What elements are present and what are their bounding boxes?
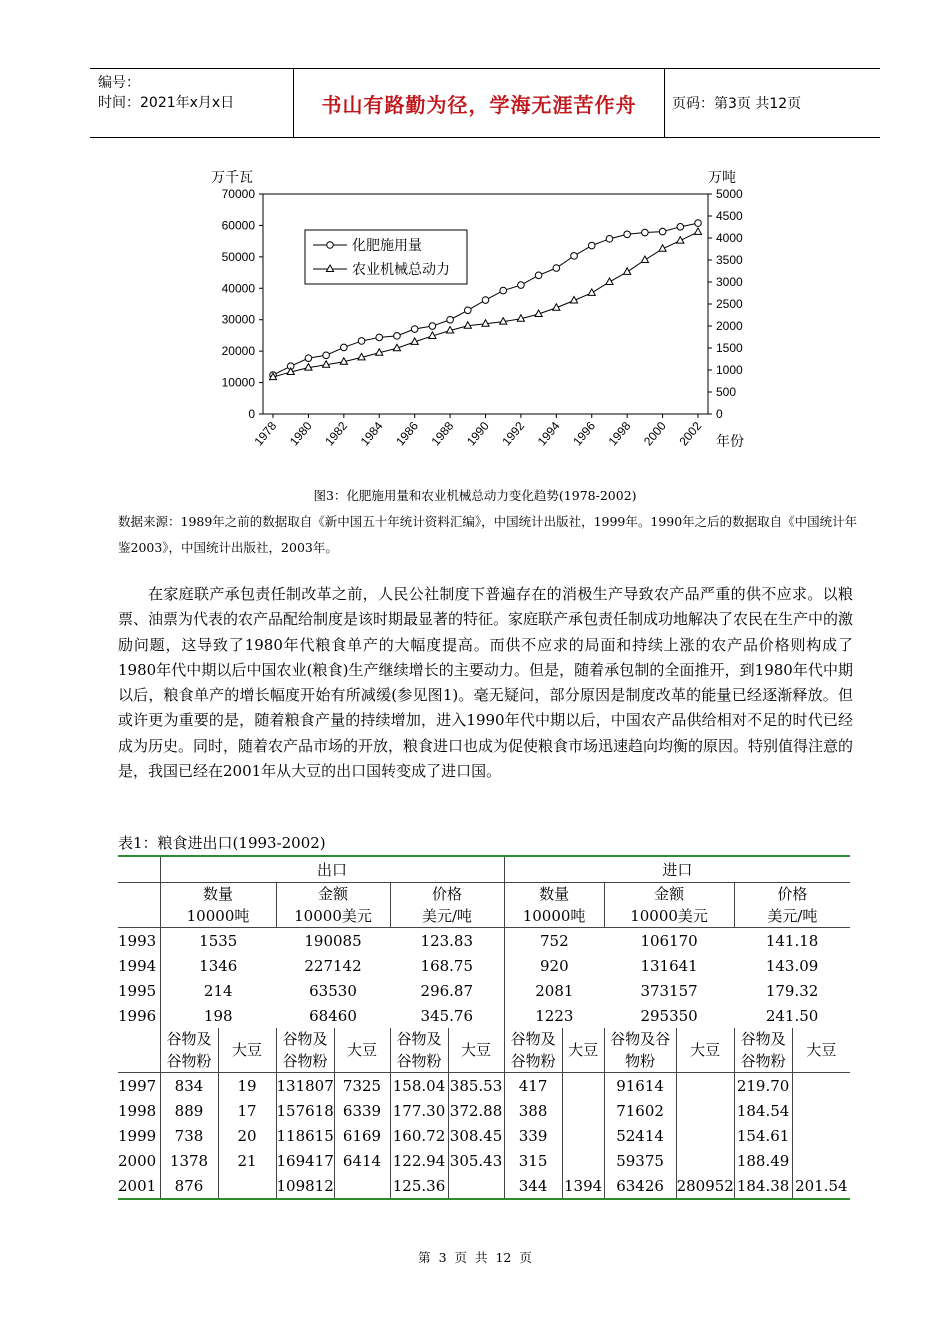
soy-header: 大豆 <box>562 1028 604 1073</box>
left-tick-label: 70000 <box>221 187 255 201</box>
year-cell: 1995 <box>118 981 157 1000</box>
x-axis-label: 年份 <box>716 433 744 449</box>
fertilizer-point <box>624 231 631 238</box>
cereal-header: 谷物及 谷物粉 <box>160 1028 218 1073</box>
value-cell: 889 <box>160 1098 218 1123</box>
export-price-header: 价格 美元/吨 <box>390 883 504 928</box>
fertilizer-point <box>376 334 383 341</box>
x-tick-label: 1978 <box>251 418 280 449</box>
fertilizer-point <box>695 220 702 227</box>
x-tick-label: 1980 <box>286 418 315 449</box>
right-axis-unit: 万吨 <box>708 169 736 185</box>
fertilizer-point <box>411 326 418 333</box>
value-cell <box>562 1123 604 1148</box>
fertilizer-point <box>394 333 401 340</box>
left-tick-label: 40000 <box>221 281 255 296</box>
table-subheader-row <box>118 883 850 928</box>
right-tick-label: 4500 <box>716 209 743 223</box>
value-cell: 154.61 <box>734 1123 792 1148</box>
x-tick-label: 1988 <box>428 418 457 449</box>
table-row <box>118 953 850 978</box>
year-cell: 1996 <box>118 1006 157 1025</box>
fertilizer-machinery-chart <box>200 162 760 480</box>
fertilizer-point <box>500 287 507 294</box>
value-cell: 68460 <box>309 1006 357 1025</box>
right-tick-label: 5000 <box>716 187 743 201</box>
right-tick-label: 3000 <box>716 275 743 289</box>
value-cell: 1346 <box>160 953 276 978</box>
value-cell: 1394 <box>562 1173 604 1199</box>
right-tick-label: 3500 <box>716 253 743 267</box>
value-cell: 63530 <box>309 981 357 1000</box>
machinery-point <box>641 256 648 263</box>
fertilizer-point <box>341 344 348 351</box>
value-cell <box>792 1123 850 1148</box>
fertilizer-point <box>588 242 595 249</box>
x-tick-label: 2000 <box>640 418 669 449</box>
left-tick-label: 10000 <box>221 375 255 390</box>
fertilizer-point <box>323 352 330 359</box>
x-tick-label: 1992 <box>499 418 528 449</box>
soy-header: 大豆 <box>334 1028 390 1073</box>
right-tick-label: 1000 <box>716 363 743 377</box>
x-tick-label: 1986 <box>393 418 421 449</box>
fertilizer-point <box>553 265 560 272</box>
value-cell <box>792 1098 850 1123</box>
value-cell <box>448 1173 504 1199</box>
value-cell: 241.50 <box>765 1006 819 1025</box>
cereal-header: 谷物及 谷物粉 <box>734 1028 792 1073</box>
value-cell: 184.54 <box>734 1098 792 1123</box>
value-cell: 280952 <box>676 1173 734 1199</box>
right-tick-label: 2500 <box>716 297 743 311</box>
x-tick-label: 2002 <box>676 418 705 449</box>
fertilizer-point <box>429 323 436 330</box>
time-label: 时间：2021年x月x日 <box>98 95 235 111</box>
export-qty-header: 数量 10000吨 <box>160 883 276 928</box>
soy-header: 大豆 <box>218 1028 276 1073</box>
table-split-header-row <box>118 1028 850 1073</box>
import-header: 进口 <box>504 856 850 883</box>
fertilizer-point <box>305 355 312 362</box>
value-cell: 296.87 <box>420 981 474 1000</box>
left-tick-label: 0 <box>248 407 255 421</box>
value-cell <box>562 1098 604 1123</box>
value-cell: 201.54 <box>792 1173 850 1199</box>
value-cell: 157618 <box>276 1098 334 1123</box>
value-cell: 17 <box>218 1098 276 1123</box>
export-amount-header: 金额 10000美元 <box>276 883 390 928</box>
value-cell: 834 <box>160 1073 218 1099</box>
value-cell: 125.36 <box>390 1173 448 1199</box>
value-cell: 1223 <box>504 1003 604 1028</box>
fertilizer-point <box>518 282 525 289</box>
page-footer: 第 3 页 共 12 页 <box>418 1250 532 1265</box>
value-cell: 198 <box>160 1003 276 1028</box>
value-cell <box>792 1148 850 1173</box>
value-cell: 372.88 <box>448 1098 504 1123</box>
cereal-header: 谷物及谷 物粉 <box>604 1028 676 1073</box>
page-header <box>90 68 880 138</box>
value-cell: 20 <box>218 1123 276 1148</box>
x-tick-label: 1990 <box>463 418 492 449</box>
value-cell: 876 <box>160 1173 218 1199</box>
table-row <box>118 928 850 954</box>
value-cell: 106170 <box>640 931 698 950</box>
page-label: 页码：第3页 共12页 <box>672 96 802 112</box>
fertilizer-point <box>606 236 613 243</box>
import-amount-header: 金额 10000美元 <box>604 883 734 928</box>
value-cell: 190085 <box>304 931 362 950</box>
right-tick-label: 4000 <box>716 231 743 245</box>
fertilizer-point <box>464 307 471 314</box>
left-tick-label: 20000 <box>221 344 255 359</box>
legend-circle-marker <box>327 242 334 249</box>
import-qty-header: 数量 10000吨 <box>504 883 604 928</box>
cereal-header: 谷物及 谷物粉 <box>504 1028 562 1073</box>
legend-label: 化肥施用量 <box>352 237 422 253</box>
value-cell: 345.76 <box>420 1006 474 1025</box>
value-cell: 177.30 <box>390 1098 448 1123</box>
year-cell: 1999 <box>118 1126 157 1145</box>
value-cell: 123.83 <box>420 931 474 950</box>
x-tick-label: 1994 <box>534 418 563 449</box>
value-cell: 214 <box>160 978 276 1003</box>
value-cell: 308.45 <box>448 1123 504 1148</box>
value-cell: 295350 <box>640 1006 698 1025</box>
table-row <box>118 1173 850 1199</box>
value-cell <box>334 1173 390 1199</box>
year-cell: 2000 <box>118 1151 157 1170</box>
table-row <box>118 978 850 1003</box>
header-motto: 书山有路勤为径，学海无涯苦作舟 <box>321 93 637 117</box>
value-cell: 6414 <box>334 1148 390 1173</box>
value-cell: 63426 <box>604 1173 676 1199</box>
x-tick-label: 1984 <box>357 418 386 449</box>
value-cell: 158.04 <box>390 1073 448 1099</box>
import-price-header: 价格 美元/吨 <box>734 883 850 928</box>
soy-header: 大豆 <box>676 1028 734 1073</box>
value-cell: 388 <box>504 1098 562 1123</box>
fertilizer-point <box>447 316 454 323</box>
left-tick-label: 50000 <box>221 249 255 264</box>
x-tick-label: 1998 <box>605 418 634 449</box>
value-cell <box>676 1148 734 1173</box>
value-cell <box>792 1073 850 1099</box>
plot-frame <box>263 194 708 414</box>
value-cell: 19 <box>218 1073 276 1099</box>
year-cell: 1997 <box>118 1076 157 1095</box>
value-cell: 305.43 <box>448 1148 504 1173</box>
value-cell: 169417 <box>276 1148 334 1173</box>
value-cell: 52414 <box>604 1123 676 1148</box>
table-row <box>118 1073 850 1099</box>
value-cell: 141.18 <box>765 931 819 950</box>
table-title: 表1：粮食进出口(1993-2002) <box>118 834 326 852</box>
value-cell: 6339 <box>334 1098 390 1123</box>
fertilizer-point <box>659 228 666 235</box>
value-cell: 1378 <box>160 1148 218 1173</box>
fertilizer-point <box>358 338 365 345</box>
export-header: 出口 <box>160 856 504 883</box>
fertilizer-point <box>482 297 489 304</box>
value-cell: 339 <box>504 1123 562 1148</box>
value-cell: 219.70 <box>734 1073 792 1099</box>
machinery-point <box>606 278 613 285</box>
table-header-row <box>118 856 850 883</box>
value-cell: 373157 <box>640 981 698 1000</box>
legend-label: 农业机械总动力 <box>352 261 450 277</box>
soy-header: 大豆 <box>448 1028 504 1073</box>
value-cell: 417 <box>504 1073 562 1099</box>
value-cell: 91614 <box>604 1073 676 1099</box>
right-tick-label: 500 <box>716 385 737 399</box>
value-cell: 168.75 <box>420 956 474 975</box>
value-cell: 315 <box>504 1148 562 1173</box>
value-cell <box>218 1173 276 1199</box>
fertilizer-point <box>535 272 542 279</box>
value-cell: 71602 <box>604 1098 676 1123</box>
right-tick-label: 1500 <box>716 341 743 355</box>
machinery-point <box>588 289 595 296</box>
value-cell <box>676 1098 734 1123</box>
value-cell: 2081 <box>504 978 604 1003</box>
year-cell: 2001 <box>118 1173 160 1199</box>
value-cell <box>676 1123 734 1148</box>
year-cell: 1998 <box>118 1101 157 1120</box>
right-tick-label: 0 <box>716 407 723 421</box>
left-tick-label: 60000 <box>221 218 255 233</box>
header-meta <box>98 73 293 113</box>
body-paragraph: 在家庭联产承包责任制改革之前，人民公社制度下普遍存在的消极生产导致农产品严重的供不应求。以粮票、油票为代表的农产品配给制度是该时期最显著的特征。家庭联产承包责任制成功地解决了农民在生产中的激励问题，这导致了1980年代粮食单产的大幅度提高。而供不应求的局面和持续上涨的农产品价格则构成了1980年代中期以后中国农业(粮食)生产继续增长的主要动力。但是，随着承包制的全面推开，到1980年代中期以后，粮食单产的增长幅度开始有所减缓(参见图1)。毫无疑问，部分原因是制度改革的能量已经逐渐释放。但或许更为重要的是，随着粮食产量的持续增加，进入1990年代中期以后，中国农产品供给相对不足的时代已经成为历史。同时，随着农产品市场的开放，粮食进口也成为促使粮食市场迅速趋向均衡的原因。特别值得注意的是，我国已经在2001年从大豆的出口国转变成了进口国。 <box>118 585 854 781</box>
value-cell <box>676 1073 734 1099</box>
value-cell: 752 <box>504 928 604 954</box>
table-row <box>118 1123 850 1148</box>
year-cell: 1994 <box>118 956 157 975</box>
grain-trade-table <box>118 855 850 1200</box>
x-tick-label: 1982 <box>322 418 351 449</box>
value-cell: 738 <box>160 1123 218 1148</box>
value-cell: 7325 <box>334 1073 390 1099</box>
value-cell: 184.38 <box>734 1173 792 1199</box>
value-cell: 188.49 <box>734 1148 792 1173</box>
value-cell: 920 <box>504 953 604 978</box>
value-cell <box>562 1073 604 1099</box>
value-cell: 6169 <box>334 1123 390 1148</box>
fertilizer-point <box>677 224 684 231</box>
value-cell: 160.72 <box>390 1123 448 1148</box>
year-cell: 1993 <box>118 931 157 950</box>
machinery-point <box>694 228 701 235</box>
table-row <box>118 1098 850 1123</box>
figure-caption: 图3：化肥施用量和农业机械总动力变化趋势(1978-2002) <box>313 488 637 503</box>
value-cell: 227142 <box>304 956 362 975</box>
fertilizer-point <box>642 229 649 236</box>
cereal-header: 谷物及 谷物粉 <box>390 1028 448 1073</box>
value-cell: 385.53 <box>448 1073 504 1099</box>
value-cell: 1535 <box>160 928 276 954</box>
value-cell: 179.32 <box>765 981 819 1000</box>
source-note: 数据来源：1989年之前的数据取自《新中国五十年统计资料汇编》，中国统计出版社，1999年。1990年之后的数据取自《中国统计年鉴2003》，中国统计出版社，2003年。 <box>118 514 858 555</box>
value-cell: 21 <box>218 1148 276 1173</box>
soy-header: 大豆 <box>792 1028 850 1073</box>
value-cell: 109812 <box>276 1173 334 1199</box>
cereal-header: 谷物及 谷物粉 <box>276 1028 334 1073</box>
table-row <box>118 1003 850 1028</box>
machinery-point <box>624 268 631 275</box>
value-cell <box>562 1148 604 1173</box>
value-cell: 122.94 <box>390 1148 448 1173</box>
header-divider <box>664 69 665 137</box>
value-cell: 118615 <box>276 1123 334 1148</box>
x-tick-label: 1996 <box>570 418 599 449</box>
value-cell: 59375 <box>604 1148 676 1173</box>
value-cell: 131807 <box>276 1073 334 1099</box>
number-label: 编号： <box>98 75 140 91</box>
table-row <box>118 1148 850 1173</box>
right-tick-label: 2000 <box>716 319 743 333</box>
value-cell: 344 <box>504 1173 562 1199</box>
left-axis-unit: 万千瓦 <box>211 169 253 185</box>
fertilizer-point <box>571 253 578 260</box>
left-tick-label: 30000 <box>221 312 255 327</box>
value-cell: 143.09 <box>765 956 819 975</box>
value-cell: 131641 <box>640 956 698 975</box>
